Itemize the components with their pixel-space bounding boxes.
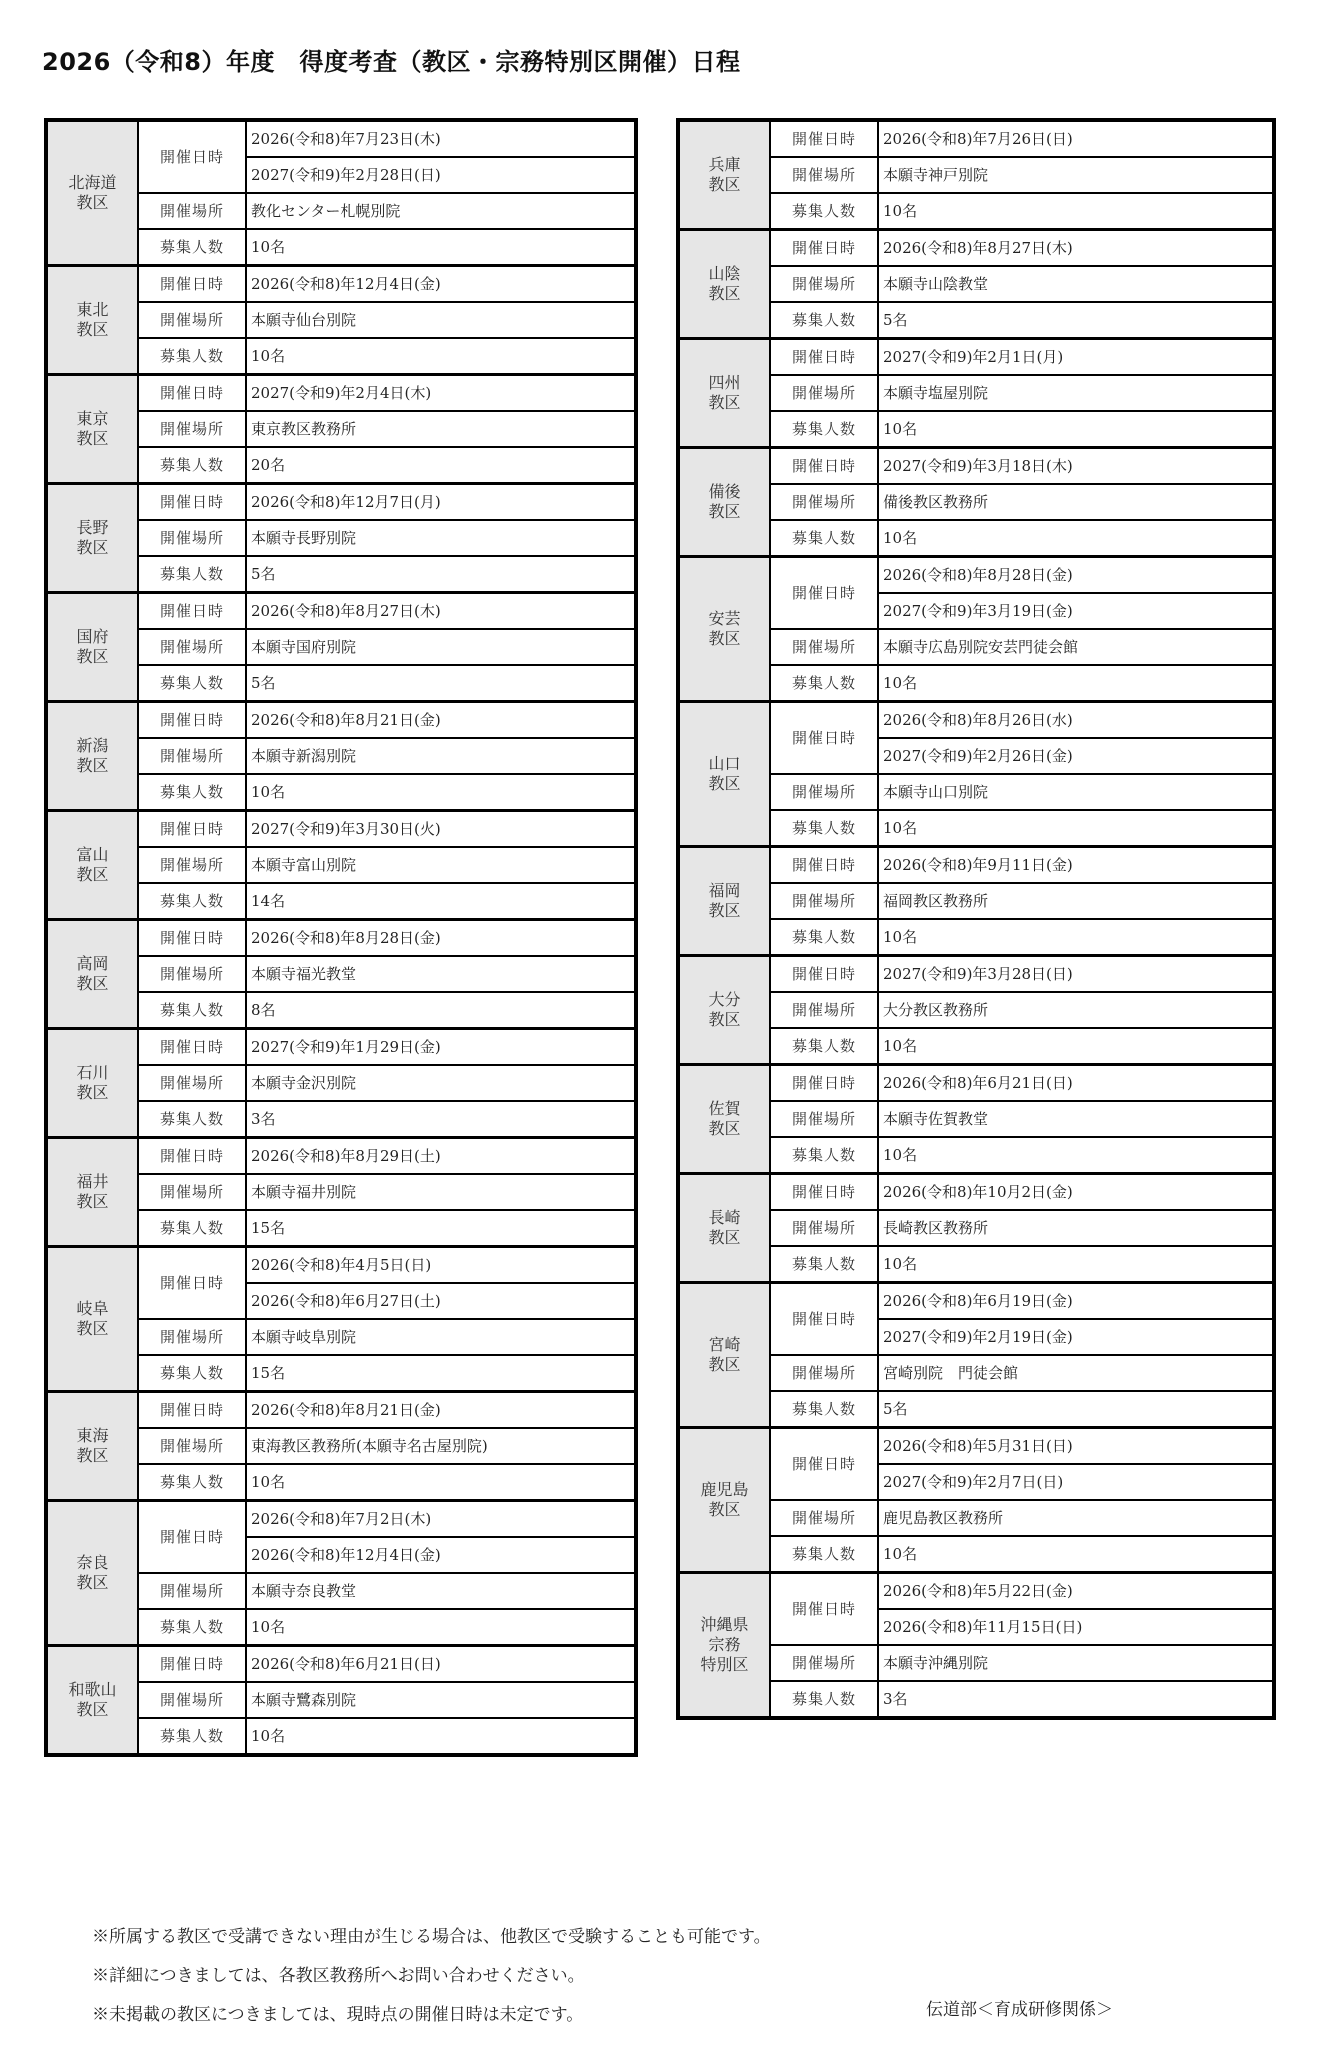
district-name-line: 教区 (76, 429, 109, 448)
exam-date: 2026(令和8)年6月19日(金) (878, 1283, 1274, 1320)
table-row (46, 120, 636, 157)
label-capacity: 募集人数 (770, 810, 878, 847)
capacity-value: 10名 (246, 338, 636, 375)
district-name-line: 教区 (708, 284, 741, 303)
label-date: 開催日時 (138, 1501, 246, 1574)
label-venue: 開催場所 (770, 1210, 878, 1246)
district-name (678, 1283, 770, 1428)
label-venue: 開催場所 (138, 847, 246, 883)
district-name-line: 東京 (76, 409, 109, 428)
district-name-line: 福岡 (708, 881, 741, 900)
venue-value: 備後教区教務所 (878, 484, 1274, 520)
exam-date: 2026(令和8)年10月2日(金) (878, 1174, 1274, 1211)
label-venue: 開催場所 (138, 302, 246, 338)
capacity-value: 5名 (246, 665, 636, 702)
table-row (678, 557, 1274, 594)
venue-value: 福岡教区教務所 (878, 883, 1274, 919)
district-name-line: 教区 (708, 1355, 741, 1374)
exam-date: 2027(令和9)年3月28日(日) (878, 956, 1274, 993)
table-row (678, 847, 1274, 884)
label-capacity: 募集人数 (770, 520, 878, 557)
district-name (46, 593, 138, 702)
label-date: 開催日時 (770, 120, 878, 157)
label-date: 開催日時 (138, 484, 246, 521)
table-row (46, 811, 636, 848)
venue-value: 本願寺国府別院 (246, 629, 636, 665)
capacity-value: 5名 (246, 556, 636, 593)
district-name-line: 安芸 (708, 609, 741, 628)
exam-date: 2026(令和8)年7月23日(木) (246, 120, 636, 157)
district-name (46, 1029, 138, 1138)
exam-date: 2027(令和9)年3月18日(木) (878, 448, 1274, 485)
label-capacity: 募集人数 (770, 411, 878, 448)
label-capacity: 募集人数 (138, 1464, 246, 1501)
district-name-line: 沖縄県 (700, 1615, 749, 1634)
district-name-line: 教区 (76, 1192, 109, 1211)
label-venue: 開催場所 (770, 266, 878, 302)
venue-value: 本願寺福光教堂 (246, 956, 636, 992)
venue-value: 本願寺山陰教堂 (878, 266, 1274, 302)
capacity-value: 10名 (878, 1137, 1274, 1174)
district-name (46, 1646, 138, 1756)
schedule-table-left (44, 118, 638, 1757)
label-date: 開催日時 (770, 1283, 878, 1356)
exam-date: 2026(令和8)年8月28日(金) (878, 557, 1274, 594)
label-venue: 開催場所 (770, 157, 878, 193)
label-date: 開催日時 (770, 557, 878, 630)
label-capacity: 募集人数 (770, 1137, 878, 1174)
exam-date: 2027(令和9)年2月1日(月) (878, 339, 1274, 376)
exam-date: 2027(令和9)年2月28日(日) (246, 157, 636, 193)
district-name-line: 教区 (76, 865, 109, 884)
district-name-line: 教区 (708, 1500, 741, 1519)
label-venue: 開催場所 (138, 956, 246, 992)
district-name-line: 宗務 (708, 1635, 741, 1654)
table-row (678, 120, 1274, 157)
exam-date: 2026(令和8)年12月4日(金) (246, 266, 636, 303)
district-name (678, 448, 770, 557)
label-venue: 開催場所 (138, 193, 246, 229)
table-row (46, 1501, 636, 1538)
table-row (678, 956, 1274, 993)
district-name (46, 266, 138, 375)
label-venue: 開催場所 (770, 1355, 878, 1391)
venue-value: 本願寺沖縄別院 (878, 1645, 1274, 1681)
capacity-value: 10名 (878, 919, 1274, 956)
district-name-line: 長野 (76, 518, 109, 537)
exam-date: 2026(令和8)年7月2日(木) (246, 1501, 636, 1538)
district-name-line: 教区 (708, 175, 741, 194)
exam-date: 2027(令和9)年2月26日(金) (878, 738, 1274, 774)
table-row (46, 266, 636, 303)
district-name-line: 宮崎 (708, 1335, 741, 1354)
table-row (46, 1029, 636, 1066)
district-name (678, 230, 770, 339)
exam-date: 2026(令和8)年8月21日(金) (246, 1392, 636, 1429)
table-row (678, 448, 1274, 485)
label-capacity: 募集人数 (770, 302, 878, 339)
label-date: 開催日時 (770, 1573, 878, 1646)
table-row (46, 1138, 636, 1175)
department-signature: 伝道部＜育成研修関係＞ (926, 2000, 1113, 2020)
label-capacity: 募集人数 (770, 1536, 878, 1573)
label-capacity: 募集人数 (770, 665, 878, 702)
label-venue: 開催場所 (770, 484, 878, 520)
district-name-line: 和歌山 (68, 1680, 117, 1699)
district-name-line: 国府 (76, 627, 109, 646)
exam-date: 2026(令和8)年6月21日(日) (246, 1646, 636, 1683)
district-name (678, 1174, 770, 1283)
exam-date: 2026(令和8)年12月4日(金) (246, 1537, 636, 1573)
table-row (678, 1174, 1274, 1211)
venue-value: 本願寺奈良教堂 (246, 1573, 636, 1609)
district-name (46, 484, 138, 593)
table-row (678, 1283, 1274, 1320)
label-venue: 開催場所 (770, 1101, 878, 1137)
table-row (46, 1247, 636, 1284)
label-date: 開催日時 (138, 266, 246, 303)
label-date: 開催日時 (770, 1065, 878, 1102)
note-other-district: ※所属する教区で受講できない理由が生じる場合は、他教区で受験することも可能です。 (92, 1927, 771, 1947)
district-name-line: 高岡 (76, 954, 109, 973)
label-venue: 開催場所 (770, 1645, 878, 1681)
venue-value: 本願寺長野別院 (246, 520, 636, 556)
exam-date: 2027(令和9)年3月19日(金) (878, 593, 1274, 629)
note-contact: ※詳細につきましては、各教区教務所へお問い合わせください。 (92, 1966, 585, 1986)
exam-date: 2026(令和8)年6月21日(日) (878, 1065, 1274, 1102)
district-name (46, 1501, 138, 1646)
label-date: 開催日時 (770, 1174, 878, 1211)
exam-date: 2027(令和9)年3月30日(火) (246, 811, 636, 848)
label-capacity: 募集人数 (770, 919, 878, 956)
label-capacity: 募集人数 (138, 338, 246, 375)
exam-date: 2026(令和8)年8月21日(金) (246, 702, 636, 739)
label-date: 開催日時 (138, 1029, 246, 1066)
label-capacity: 募集人数 (138, 774, 246, 811)
district-name (678, 702, 770, 847)
venue-value: 大分教区教務所 (878, 992, 1274, 1028)
label-date: 開催日時 (138, 593, 246, 630)
table-row (46, 1392, 636, 1429)
district-name (678, 339, 770, 448)
capacity-value: 20名 (246, 447, 636, 484)
district-name-line: 教区 (708, 393, 741, 412)
table-row (46, 593, 636, 630)
exam-date: 2026(令和8)年5月31日(日) (878, 1428, 1274, 1465)
capacity-value: 5名 (878, 302, 1274, 339)
district-name (678, 847, 770, 956)
capacity-value: 10名 (878, 193, 1274, 230)
district-name (678, 956, 770, 1065)
district-name-line: 教区 (76, 647, 109, 666)
label-date: 開催日時 (138, 120, 246, 193)
label-venue: 開催場所 (138, 411, 246, 447)
exam-date: 2027(令和9)年2月7日(日) (878, 1464, 1274, 1500)
exam-date: 2026(令和8)年8月28日(金) (246, 920, 636, 957)
district-name-line: 教区 (708, 901, 741, 920)
district-name-line: 教区 (708, 1119, 741, 1138)
district-name (678, 1573, 770, 1719)
label-capacity: 募集人数 (138, 1101, 246, 1138)
district-name-line: 長崎 (708, 1208, 741, 1227)
capacity-value: 3名 (878, 1681, 1274, 1718)
district-name (678, 120, 770, 230)
capacity-value: 15名 (246, 1210, 636, 1247)
district-name (46, 1392, 138, 1501)
label-date: 開催日時 (770, 339, 878, 376)
exam-date: 2026(令和8)年5月22日(金) (878, 1573, 1274, 1610)
label-venue: 開催場所 (770, 774, 878, 810)
label-date: 開催日時 (138, 1646, 246, 1683)
capacity-value: 10名 (878, 665, 1274, 702)
capacity-value: 10名 (246, 774, 636, 811)
district-name-line: 教区 (76, 1446, 109, 1465)
label-date: 開催日時 (138, 702, 246, 739)
venue-value: 本願寺金沢別院 (246, 1065, 636, 1101)
table-row (46, 375, 636, 412)
label-venue: 開催場所 (770, 1500, 878, 1536)
capacity-value: 10名 (878, 1536, 1274, 1573)
table-row (678, 1065, 1274, 1102)
label-date: 開催日時 (138, 375, 246, 412)
district-name-line: 教区 (76, 756, 109, 775)
schedule-table-right (676, 118, 1276, 1720)
district-name-line: 奈良 (76, 1553, 109, 1572)
exam-date: 2026(令和8)年4月5日(日) (246, 1247, 636, 1284)
district-name-line: 鹿児島 (700, 1480, 749, 1499)
district-name-line: 兵庫 (708, 155, 741, 174)
venue-value: 教化センター札幌別院 (246, 193, 636, 229)
label-venue: 開催場所 (138, 738, 246, 774)
district-name (46, 375, 138, 484)
table-row (678, 702, 1274, 739)
label-capacity: 募集人数 (770, 1028, 878, 1065)
table-row (678, 1428, 1274, 1465)
label-date: 開催日時 (138, 1247, 246, 1320)
label-venue: 開催場所 (138, 1319, 246, 1355)
label-capacity: 募集人数 (138, 1718, 246, 1755)
venue-value: 本願寺塩屋別院 (878, 375, 1274, 411)
district-name-line: 東北 (76, 300, 109, 319)
district-name-line: 特別区 (700, 1655, 749, 1674)
capacity-value: 8名 (246, 992, 636, 1029)
exam-date: 2027(令和9)年2月4日(木) (246, 375, 636, 412)
district-name (46, 811, 138, 920)
label-capacity: 募集人数 (770, 1681, 878, 1718)
capacity-value: 10名 (246, 229, 636, 266)
exam-date: 2026(令和8)年8月27日(木) (246, 593, 636, 630)
label-date: 開催日時 (770, 448, 878, 485)
exam-date: 2026(令和8)年6月27日(土) (246, 1283, 636, 1319)
district-name (678, 1428, 770, 1573)
district-name (46, 1247, 138, 1392)
district-name-line: 石川 (76, 1063, 109, 1082)
label-capacity: 募集人数 (138, 883, 246, 920)
district-name-line: 教区 (708, 502, 741, 521)
district-name-line: 教区 (76, 974, 109, 993)
exam-date: 2026(令和8)年8月27日(木) (878, 230, 1274, 267)
district-name-line: 備後 (708, 482, 741, 501)
label-date: 開催日時 (138, 920, 246, 957)
label-venue: 開催場所 (138, 1174, 246, 1210)
district-name (46, 920, 138, 1029)
capacity-value: 3名 (246, 1101, 636, 1138)
venue-value: 東海教区教務所(本願寺名古屋別院) (246, 1428, 636, 1464)
table-row (678, 230, 1274, 267)
district-name-line: 教区 (708, 1010, 741, 1029)
exam-date: 2027(令和9)年2月19日(金) (878, 1319, 1274, 1355)
district-name (46, 702, 138, 811)
district-name-line: 教区 (76, 1700, 109, 1719)
label-capacity: 募集人数 (770, 1391, 878, 1428)
venue-value: 本願寺仙台別院 (246, 302, 636, 338)
venue-value: 東京教区教務所 (246, 411, 636, 447)
district-name-line: 教区 (708, 774, 741, 793)
district-name-line: 教区 (76, 320, 109, 339)
district-name-line: 富山 (76, 845, 109, 864)
label-date: 開催日時 (770, 1428, 878, 1501)
venue-value: 本願寺新潟別院 (246, 738, 636, 774)
exam-date: 2027(令和9)年1月29日(金) (246, 1029, 636, 1066)
district-name-line: 教区 (708, 1228, 741, 1247)
label-venue: 開催場所 (770, 992, 878, 1028)
page-title: 2026（令和8）年度 得度考査（教区・宗務特別区開催）日程 (42, 48, 741, 76)
district-name-line: 教区 (708, 629, 741, 648)
district-name-line: 教区 (76, 1319, 109, 1338)
label-date: 開催日時 (770, 702, 878, 775)
exam-date: 2026(令和8)年9月11日(金) (878, 847, 1274, 884)
capacity-value: 10名 (246, 1609, 636, 1646)
label-venue: 開催場所 (770, 375, 878, 411)
label-capacity: 募集人数 (138, 556, 246, 593)
label-venue: 開催場所 (138, 1065, 246, 1101)
label-date: 開催日時 (138, 811, 246, 848)
label-capacity: 募集人数 (770, 1246, 878, 1283)
label-date: 開催日時 (138, 1138, 246, 1175)
capacity-value: 14名 (246, 883, 636, 920)
district-name-line: 大分 (708, 990, 741, 1009)
capacity-value: 10名 (878, 1028, 1274, 1065)
venue-value: 鹿児島教区教務所 (878, 1500, 1274, 1536)
exam-date: 2026(令和8)年7月26日(日) (878, 120, 1274, 157)
label-capacity: 募集人数 (138, 1609, 246, 1646)
label-venue: 開催場所 (770, 629, 878, 665)
exam-date: 2026(令和8)年8月26日(水) (878, 702, 1274, 739)
label-capacity: 募集人数 (138, 992, 246, 1029)
district-name-line: 新潟 (76, 736, 109, 755)
exam-date: 2026(令和8)年12月7日(月) (246, 484, 636, 521)
district-name-line: 教区 (76, 1083, 109, 1102)
exam-date: 2026(令和8)年8月29日(土) (246, 1138, 636, 1175)
district-name (46, 120, 138, 266)
district-name-line: 山口 (708, 754, 741, 773)
label-venue: 開催場所 (138, 520, 246, 556)
district-name-line: 福井 (76, 1172, 109, 1191)
district-name-line: 佐賀 (708, 1099, 741, 1118)
table-row (46, 1646, 636, 1683)
district-name (46, 1138, 138, 1247)
label-venue: 開催場所 (138, 629, 246, 665)
label-venue: 開催場所 (138, 1682, 246, 1718)
label-date: 開催日時 (770, 847, 878, 884)
district-name-line: 東海 (76, 1426, 109, 1445)
district-name-line: 岐阜 (76, 1299, 109, 1318)
venue-value: 長崎教区教務所 (878, 1210, 1274, 1246)
table-row (46, 920, 636, 957)
capacity-value: 10名 (246, 1464, 636, 1501)
venue-value: 本願寺岐阜別院 (246, 1319, 636, 1355)
label-capacity: 募集人数 (138, 1355, 246, 1392)
label-date: 開催日時 (138, 1392, 246, 1429)
label-capacity: 募集人数 (138, 1210, 246, 1247)
district-name-line: 教区 (76, 1573, 109, 1592)
label-date: 開催日時 (770, 956, 878, 993)
district-name-line: 教区 (76, 538, 109, 557)
label-capacity: 募集人数 (138, 665, 246, 702)
venue-value: 本願寺鷺森別院 (246, 1682, 636, 1718)
capacity-value: 10名 (878, 1246, 1274, 1283)
venue-value: 宮崎別院 門徒会館 (878, 1355, 1274, 1391)
district-name (678, 1065, 770, 1174)
label-capacity: 募集人数 (770, 193, 878, 230)
capacity-value: 10名 (878, 810, 1274, 847)
note-undecided: ※未掲載の教区につきましては、現時点の開催日時は未定です。 (92, 2005, 584, 2025)
label-venue: 開催場所 (138, 1428, 246, 1464)
capacity-value: 10名 (878, 520, 1274, 557)
district-name-line: 北海道 (68, 173, 117, 192)
exam-date: 2026(令和8)年11月15日(日) (878, 1609, 1274, 1645)
table-row (46, 484, 636, 521)
capacity-value: 10名 (246, 1718, 636, 1755)
district-name-line: 四州 (708, 373, 741, 392)
venue-value: 本願寺神戸別院 (878, 157, 1274, 193)
venue-value: 本願寺広島別院安芸門徒会館 (878, 629, 1274, 665)
capacity-value: 10名 (878, 411, 1274, 448)
venue-value: 本願寺佐賀教堂 (878, 1101, 1274, 1137)
venue-value: 本願寺富山別院 (246, 847, 636, 883)
label-capacity: 募集人数 (138, 447, 246, 484)
label-date: 開催日時 (770, 230, 878, 267)
capacity-value: 5名 (878, 1391, 1274, 1428)
table-row (678, 339, 1274, 376)
venue-value: 本願寺山口別院 (878, 774, 1274, 810)
district-name-line: 教区 (76, 193, 109, 212)
capacity-value: 15名 (246, 1355, 636, 1392)
notes (92, 1918, 771, 2035)
label-venue: 開催場所 (138, 1573, 246, 1609)
table-row (678, 1573, 1274, 1610)
table-row (46, 702, 636, 739)
district-name (678, 557, 770, 702)
venue-value: 本願寺福井別院 (246, 1174, 636, 1210)
district-name-line: 山陰 (708, 264, 741, 283)
label-venue: 開催場所 (770, 883, 878, 919)
label-capacity: 募集人数 (138, 229, 246, 266)
